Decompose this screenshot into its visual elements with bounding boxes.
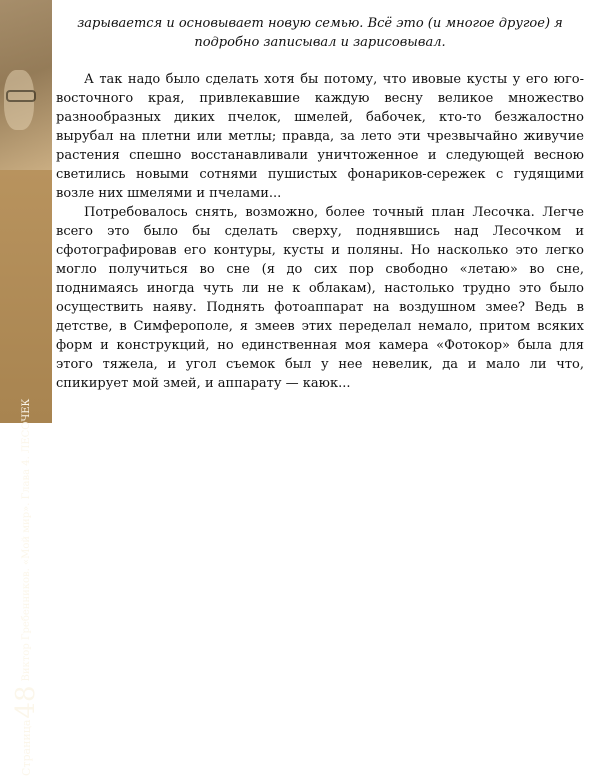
page-content	[56, 14, 584, 393]
page-label: Страница	[19, 719, 33, 776]
paragraph-1: А так надо было сделать хотя бы потому, что ивовые кусты у его юго-восточного края, привлекавшие каждую весну великое множество разнообразных диких пчелок, шмелей, бабочек, кто-то безжалостно вырубал на плетни или метлы; правда, за лето эти чрезвычайно живучие растения спешно восстанавливали уничтоженное и следующей весною светились новыми сотнями пушистых фонариков-сережек с гудящими возле них шмелями и пчелами...	[56, 72, 584, 201]
sidebar-caption	[0, 359, 52, 782]
paragraph-2: Потребовалось снять, возможно, более точный план Лесочка. Легче всего это было бы сделать сверху, поднявшись над Лесочком и сфотографировав его контуры, кусты и поляны. Но насколько это легко могло получиться во сне (я до сих пор свободно «летаю» во сне, поднимаясь иногда чуть ли не к облакам), настолько трудно это было осуществить наяву. Поднять фотоаппарат на воздушном змее? Ведь в детстве, в Симферополе, я змеев этих переделал немало, притом всяких форм и конструкций, но единственная моя камера «Фотокор» была для этого тяжела, и угол съемок был у нее невелик, да и мало ли что, спикирует мой змей, и аппарату — каюк...	[56, 205, 584, 391]
book-info: Виктор Гребенников. «Мой мир». Глава 4. ЛЕСОЧЕК	[20, 398, 32, 682]
glasses-icon	[6, 90, 36, 102]
sidebar-strip	[0, 0, 52, 776]
page-number: 48	[11, 685, 41, 719]
intro-text: зарывается и основывает новую семью. Всё это (и многое другое) я подробно записывал и зарисовывал.	[77, 16, 563, 50]
